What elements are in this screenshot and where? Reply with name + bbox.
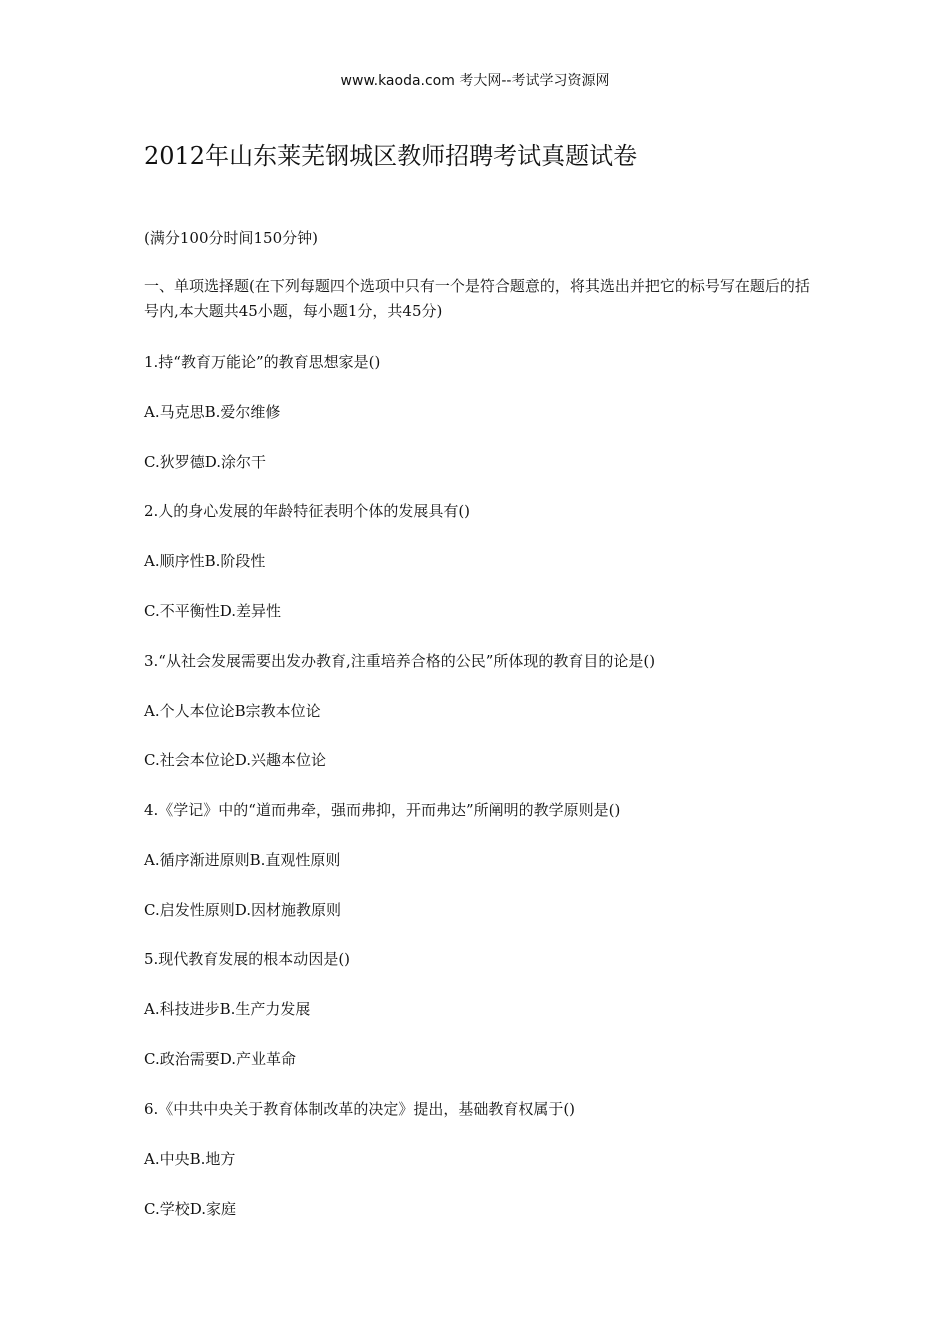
question-3-options-ab: A.个人本位论B宗教本位论 bbox=[144, 702, 321, 720]
question-4-options-ab: A.循序渐进原则B.直观性原则 bbox=[144, 851, 341, 869]
question-6-options-cd: C.学校D.家庭 bbox=[144, 1200, 236, 1218]
question-2-options-cd: C.不平衡性D.差异性 bbox=[144, 602, 281, 620]
question-2: 2.人的身心发展的年龄特征表明个体的发展具有() bbox=[144, 502, 471, 520]
question-5-options-ab: A.科技进步B.生产力发展 bbox=[144, 1000, 311, 1018]
question-1: 1.持“教育万能论”的教育思想家是() bbox=[144, 353, 381, 371]
question-3-options-cd: C.社会本位论D.兴趣本位论 bbox=[144, 751, 326, 769]
question-1-options-cd: C.狄罗德D.涂尔干 bbox=[144, 453, 266, 471]
question-3: 3.“从社会发展需要出发办教育,注重培养合格的公民”所体现的教育目的论是() bbox=[144, 652, 656, 670]
exam-title: 2012年山东莱芜钢城区教师招聘考试真题试卷 bbox=[144, 142, 638, 170]
site-header: www.kaoda.com 考大网--考试学习资源网 bbox=[340, 73, 610, 89]
question-4: 4.《学记》中的“道而弗牵，强而弗抑，开而弗达”所阐明的教学原则是() bbox=[144, 801, 621, 819]
question-6-options-ab: A.中央B.地方 bbox=[144, 1150, 236, 1168]
question-4-options-cd: C.启发性原则D.因材施教原则 bbox=[144, 901, 341, 919]
question-5-options-cd: C.政治需要D.产业革命 bbox=[144, 1050, 296, 1068]
exam-meta: (满分100分时间150分钟) bbox=[144, 229, 318, 247]
question-1-options-ab: A.马克思B.爱尔维修 bbox=[144, 403, 281, 421]
question-6: 6.《中共中央关于教育体制改革的决定》提出，基础教育权属于() bbox=[144, 1100, 576, 1118]
question-2-options-ab: A.顺序性B.阶段性 bbox=[144, 552, 266, 570]
section-heading: 一、单项选择题(在下列每题四个选项中只有一个是符合题意的，将其选出并把它的标号写在题后的括号内,本大题共45小题，每小题1分，共45分) bbox=[144, 277, 810, 320]
question-5: 5.现代教育发展的根本动因是() bbox=[144, 950, 351, 968]
